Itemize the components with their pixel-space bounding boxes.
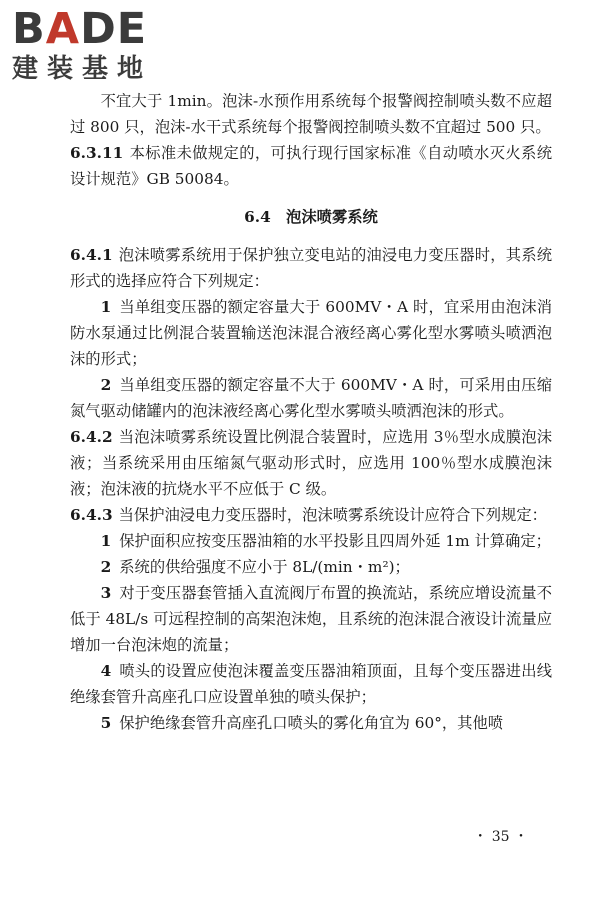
clause-6-4-3-item-5 bbox=[70, 710, 552, 736]
item-number: 4 bbox=[100, 662, 112, 680]
item-number: 3 bbox=[100, 584, 112, 602]
clause-text: 当保护油浸电力变压器时，泡沫喷雾系统设计应符合下列规定： bbox=[118, 506, 547, 524]
clause-text: 本标准未做规定的，可执行现行国家标准《自动喷水灭火系统设计规范》GB 50084。 bbox=[70, 144, 552, 188]
item-number: 1 bbox=[100, 298, 112, 316]
clause-text: 当泡沫喷雾系统设置比例混合装置时，应选用 3％型水成膜泡沫液；当系统采用由压缩氮气驱动形式时，应选用 100％型水成膜泡沫液；泡沫液的抗烧水平不应低于 C 级。 bbox=[70, 428, 552, 498]
clause-6-4-1 bbox=[70, 242, 552, 294]
clause-number: 6.4.3 bbox=[70, 506, 113, 524]
item-number: 2 bbox=[100, 376, 112, 394]
clause-number: 6.4.2 bbox=[70, 428, 113, 446]
clause-6-4-3-item-4 bbox=[70, 658, 552, 710]
clause-6-4-3-item-2 bbox=[70, 554, 552, 580]
document-body bbox=[70, 88, 552, 736]
clause-text: 泡沫喷雾系统用于保护独立变电站的油浸电力变压器时，其系统形式的选择应符合下列规定： bbox=[70, 246, 552, 290]
paragraph-continuation: 不宜大于 1min。泡沫-水预作用系统每个报警阀控制喷头数不应超过 800 只，泡沫-水干式系统每个报警阀控制喷头数不宜超过 500 只。 bbox=[70, 92, 552, 136]
page-number: ・ 35 ・ bbox=[473, 829, 528, 845]
clause-6-4-1-item-2 bbox=[70, 372, 552, 424]
item-text: 保护面积应按变压器油箱的水平投影且四周外延 1m 计算确定； bbox=[119, 532, 551, 550]
item-number: 5 bbox=[100, 714, 112, 732]
item-text: 当单组变压器的额定容量大于 600MV・A 时，宜采用由泡沫消防水泵通过比例混合装置输送泡沫混合液经离心雾化型水雾喷头喷洒泡沫的形式； bbox=[70, 298, 552, 368]
clause-6-3-11 bbox=[70, 140, 552, 192]
clause-6-4-3-item-3 bbox=[70, 580, 552, 658]
section-title: 6.4 泡沫喷雾系统 bbox=[244, 208, 378, 226]
item-number: 2 bbox=[100, 558, 112, 576]
logo-wordmark: BADE bbox=[12, 4, 148, 54]
clause-number: 6.4.1 bbox=[70, 246, 113, 264]
item-text: 喷头的设置应使泡沫覆盖变压器油箱顶面，且每个变压器进出线绝缘套管升高座孔口应设置单独的喷头保护； bbox=[70, 662, 552, 706]
brand-logo bbox=[12, 6, 182, 84]
item-text: 当单组变压器的额定容量不大于 600MV・A 时，可采用由压缩氮气驱动储罐内的泡沫液经离心雾化型水雾喷头喷洒泡沫的形式。 bbox=[70, 376, 552, 420]
clause-6-4-3 bbox=[70, 502, 552, 528]
clause-6-4-3-item-1 bbox=[70, 528, 552, 554]
item-text: 保护绝缘套管升高座孔口喷头的雾化角宜为 60°，其他喷 bbox=[119, 714, 504, 732]
clause-6-4-1-item-1 bbox=[70, 294, 552, 372]
item-text: 对于变压器套管插入直流阀厅布置的换流站，系统应增设流量不低于 48L/s 可远程控制的高架泡沫炮，且系统的泡沫混合液设计流量应增加一台泡沫炮的流量； bbox=[70, 584, 552, 654]
logo-subtitle: 建装基地 bbox=[12, 54, 153, 84]
item-number: 1 bbox=[100, 532, 112, 550]
item-text: 系统的供给强度不应小于 8L/(min・m²)； bbox=[119, 558, 410, 576]
clause-6-4-2 bbox=[70, 424, 552, 502]
clause-number: 6.3.11 bbox=[70, 144, 124, 162]
